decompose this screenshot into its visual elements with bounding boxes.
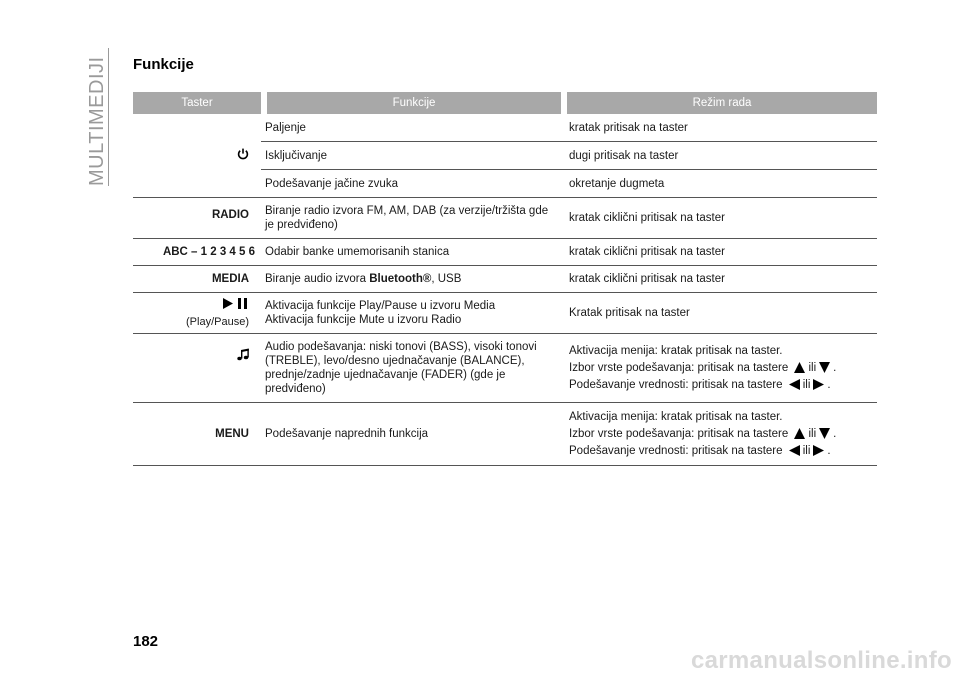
mode-cell: kratak ciklični pritisak na taster bbox=[561, 198, 877, 239]
functions-table bbox=[133, 92, 877, 466]
func-cell: Aktivacija funkcije Play/Pause u izvoru Media Aktivacija funkcije Mute u izvoru Radio bbox=[261, 293, 561, 334]
mode-cell: okretanje dugmeta bbox=[561, 170, 877, 198]
table-row bbox=[133, 114, 877, 142]
play-pause-icon bbox=[223, 298, 249, 309]
table-row bbox=[133, 198, 877, 239]
func-cell: Audio podešavanja: niski tonovi (BASS), visoki tonovi (TREBLE), levo/desno ujednačavanje (BALANCE), prednje/zadnje ujednačavanje (FADER) (gde je predviđeno) bbox=[261, 334, 561, 403]
mode-cell: kratak ciklični pritisak na taster bbox=[561, 239, 877, 266]
up-arrow-icon bbox=[794, 428, 805, 439]
presets-key: ABC – 1 2 3 4 5 6 bbox=[162, 246, 255, 258]
watermark: carmanualsonline.info bbox=[690, 647, 952, 674]
bluetooth-label: Bluetooth® bbox=[369, 273, 432, 285]
playpause-key-cell bbox=[133, 293, 261, 334]
audio-key-cell bbox=[133, 334, 261, 403]
music-note-icon bbox=[237, 348, 249, 361]
table-header bbox=[133, 92, 877, 114]
table-row bbox=[133, 266, 877, 293]
func-cell: Isključivanje bbox=[261, 142, 561, 170]
down-arrow-icon bbox=[819, 428, 830, 439]
func-cell: Odabir banke umemorisanih stanica bbox=[261, 239, 561, 266]
mode-cell: dugi pritisak na taster bbox=[561, 142, 877, 170]
mode-cell: Kratak pritisak na taster bbox=[561, 293, 877, 334]
func-cell: Podešavanje jačine zvuka bbox=[261, 170, 561, 198]
header-taster: Taster bbox=[133, 92, 261, 114]
mode-cell: kratak ciklični pritisak na taster bbox=[561, 266, 877, 293]
media-key: MEDIA bbox=[211, 273, 249, 285]
table-row bbox=[133, 403, 877, 466]
table-row bbox=[133, 293, 877, 334]
func-cell: Biranje audio izvora Bluetooth®, USB bbox=[261, 266, 561, 293]
playpause-caption: (Play/Pause) bbox=[186, 315, 249, 328]
side-tab-label: MULTIMEDIJI bbox=[86, 56, 108, 186]
page-number: 182 bbox=[133, 633, 159, 650]
power-icon bbox=[237, 148, 249, 160]
mode-cell: Aktivacija menija: kratak pritisak na taster. Izbor vrste podešavanja: pritisak na tastere ili . Podešavanje vrednosti: pritisak na tastere ili . bbox=[561, 334, 877, 403]
header-funkcije: Funkcije bbox=[267, 92, 561, 114]
mode-cell: kratak pritisak na taster bbox=[561, 114, 877, 142]
radio-key: RADIO bbox=[211, 209, 249, 221]
func-cell: Paljenje bbox=[261, 114, 561, 142]
right-arrow-icon bbox=[813, 379, 824, 390]
header-rezim-rada: Režim rada bbox=[567, 92, 877, 114]
left-arrow-icon bbox=[789, 445, 800, 456]
table-row bbox=[133, 239, 877, 266]
right-arrow-icon bbox=[813, 445, 824, 456]
func-cell: Biranje radio izvora FM, AM, DAB (za verzije/tržišta gde je predviđeno) bbox=[261, 198, 561, 239]
left-arrow-icon bbox=[789, 379, 800, 390]
menu-key: MENU bbox=[215, 428, 249, 440]
down-arrow-icon bbox=[819, 362, 830, 373]
mode-cell: Aktivacija menija: kratak pritisak na taster. Izbor vrste podešavanja: pritisak na tastere ili . Podešavanje vrednosti: pritisak na tastere ili . bbox=[561, 403, 877, 466]
power-key-cell bbox=[133, 114, 261, 198]
table-row bbox=[133, 334, 877, 403]
section-title: Funkcije bbox=[133, 56, 194, 73]
func-cell: Podešavanje naprednih funkcija bbox=[261, 403, 561, 466]
up-arrow-icon bbox=[794, 362, 805, 373]
